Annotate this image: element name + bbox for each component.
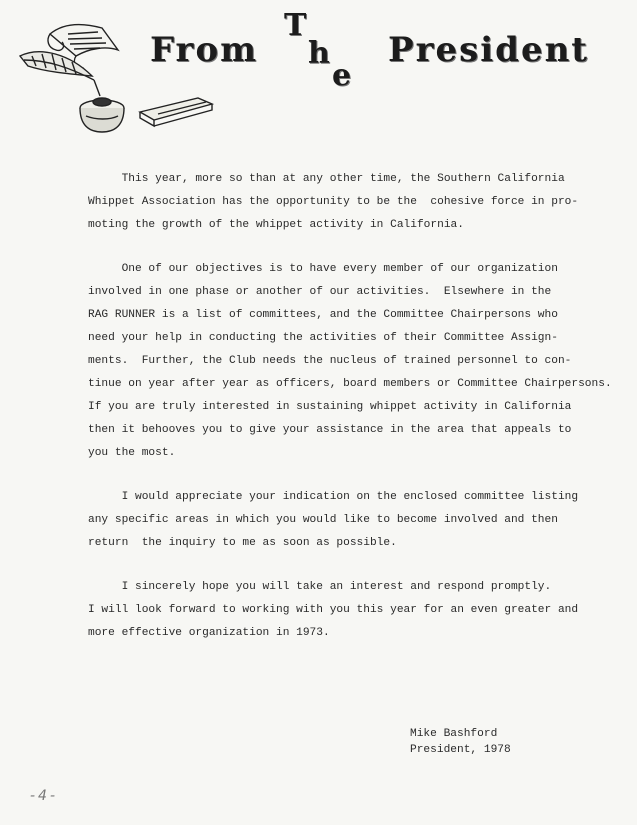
heading-letter-e: e	[332, 58, 354, 93]
paragraph	[88, 168, 579, 237]
heading-letter-t: T	[284, 8, 309, 43]
text-line: moting the growth of the whippet activity in California.	[88, 219, 464, 231]
paragraph	[88, 486, 579, 555]
text-line: involved in one phase or another of our activities. Elsewhere in the	[88, 286, 552, 298]
text-line: Whippet Association has the opportunity to be the cohesive force in pro-	[88, 196, 579, 208]
text-line: more effective organization in 1973.	[88, 627, 330, 639]
signature-name: Mike Bashford	[410, 728, 498, 740]
page-number: -4-	[30, 788, 59, 804]
paragraph	[88, 258, 612, 465]
text-line: I would appreciate your indication on the enclosed committee listing	[88, 491, 579, 503]
heading-word-president: President	[388, 30, 589, 70]
header	[0, 0, 637, 140]
paragraph	[88, 576, 579, 645]
text-line: then it behooves you to give your assistance in the area that appeals to	[88, 424, 572, 436]
signature-block	[410, 726, 511, 758]
text-line: return the inquiry to me as soon as possible.	[88, 537, 397, 549]
signature-title: President, 1978	[410, 744, 511, 756]
text-line: RAG RUNNER is a list of committees, and the Committee Chairpersons who	[88, 309, 558, 321]
text-line: tinue on year after year as officers, board members or Committee Chairpersons.	[88, 378, 612, 390]
page-heading	[150, 0, 630, 110]
text-line: need your help in conducting the activities of their Committee Assign-	[88, 332, 558, 344]
text-line: This year, more so than at any other time, the Southern California	[88, 173, 565, 185]
text-line: ments. Further, the Club needs the nucleus of trained personnel to con-	[88, 355, 572, 367]
heading-letter-h: h	[308, 36, 332, 71]
heading-word-from: From	[150, 30, 259, 70]
text-line: any specific areas in which you would like to become involved and then	[88, 514, 558, 526]
text-line: One of our objectives is to have every member of our organization	[88, 263, 558, 275]
letter-body	[88, 168, 612, 666]
text-line: I sincerely hope you will take an interest and respond promptly.	[88, 581, 552, 593]
text-line: you the most.	[88, 447, 176, 459]
text-line: If you are truly interested in sustaining whippet activity in California	[88, 401, 572, 413]
text-line: I will look forward to working with you this year for an even greater and	[88, 604, 579, 616]
